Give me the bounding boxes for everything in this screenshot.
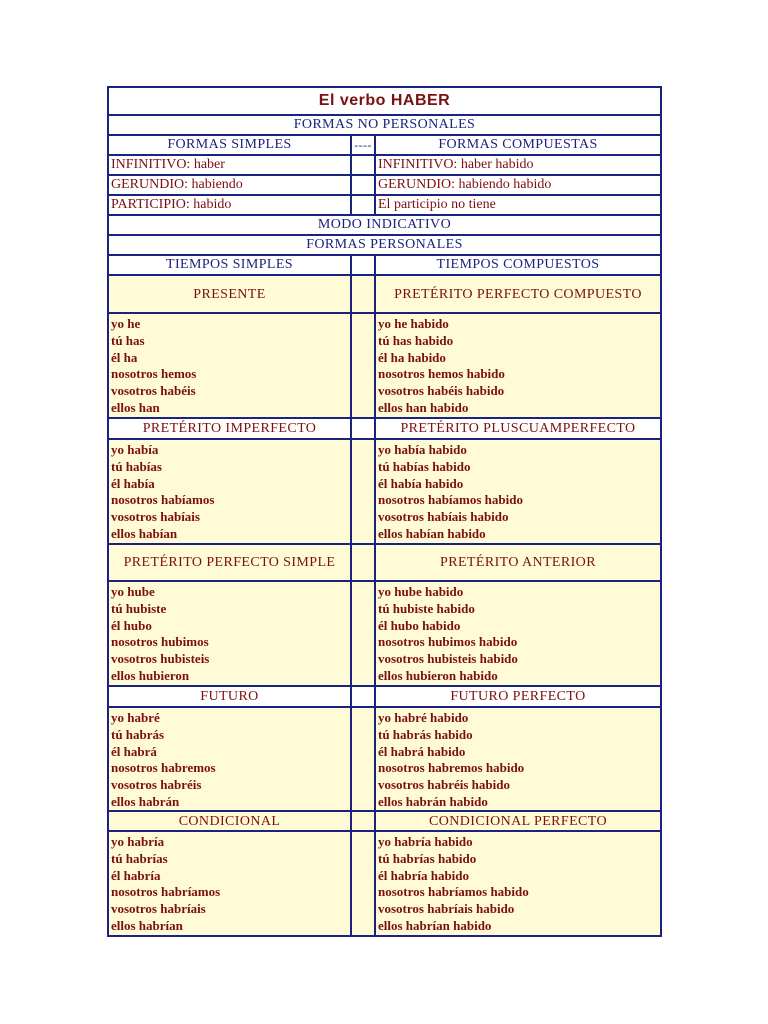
conjugation-form: yo he: [111, 316, 141, 331]
conjugation-form: yo habré: [111, 710, 160, 725]
personales-row: [109, 236, 660, 256]
gerundio-compound: GERUNDIO: habiendo habido: [378, 177, 552, 192]
conjugation-form: vosotros habréis habido: [378, 777, 510, 793]
conjugation-row: [109, 314, 660, 419]
simple-forms-list: [109, 708, 352, 810]
conjugation-row: [109, 440, 660, 545]
tense-header-row: [109, 687, 660, 708]
conjugation-form: ellos han: [111, 399, 160, 415]
conjugation-form: vosotros habríais habido: [378, 901, 515, 917]
tense-name-compound: CONDICIONAL PERFECTO: [429, 813, 607, 829]
tense-header-row: [109, 419, 660, 440]
conjugation-form: ellos habrán habido: [378, 793, 488, 809]
spacer-cell: [352, 196, 376, 214]
tense-name-simple: PRETÉRITO IMPERFECTO: [109, 419, 352, 438]
tense-name-simple: CONDICIONAL: [109, 812, 352, 830]
separator: ----: [352, 136, 376, 154]
participio-compound: El participio no tiene: [378, 197, 496, 212]
spacer-cell: [352, 176, 376, 194]
tense-header-row: [109, 545, 660, 582]
conjugation-form: ellos habrían habido: [378, 917, 492, 933]
conjugation-form: él habrá: [111, 743, 157, 759]
conjugation-form: yo hube habido: [378, 584, 464, 599]
conjugation-form: él ha habido: [378, 349, 446, 365]
spacer-cell: [352, 545, 376, 580]
conjugation-form: nosotros hubimos habido: [378, 634, 518, 650]
conjugation-form: ellos habrían: [111, 917, 183, 933]
simple-forms-header: FORMAS SIMPLES: [109, 136, 352, 154]
conjugation-form: vosotros hubisteis habido: [378, 651, 518, 667]
tense-name-simple: PRESENTE: [109, 276, 352, 312]
conjugation-form: él habrá habido: [378, 743, 466, 759]
conjugation-form: tú habrás: [111, 726, 165, 742]
conjugation-row: [109, 582, 660, 687]
conjugation-form: nosotros habremos: [111, 760, 216, 776]
conjugation-form: ellos hubieron habido: [378, 667, 498, 683]
spacer-cell: [352, 687, 376, 706]
tense-header-row: [109, 812, 660, 832]
infinitivo-compound: INFINITIVO: haber habido: [378, 157, 534, 172]
conjugation-form: él hubo habido: [378, 617, 461, 633]
conjugation-form: tú hubiste habido: [378, 600, 475, 616]
gerundio-simple: GERUNDIO: habiendo: [109, 176, 352, 194]
conjugation-form: ellos hubieron: [111, 667, 190, 683]
compound-forms-header: FORMAS COMPUESTAS: [438, 137, 598, 152]
title-row: [109, 88, 660, 116]
conjugation-form: nosotros hemos habido: [378, 366, 505, 382]
modo-indicativo-header: MODO INDICATIVO: [317, 217, 452, 232]
tense-header-row: [109, 276, 660, 314]
compound-forms-list: [376, 440, 660, 543]
conjugation-form: ellos han habido: [378, 399, 469, 415]
tense-name-compound: PRETÉRITO PERFECTO COMPUESTO: [394, 286, 642, 302]
no-personales-row: [109, 116, 660, 136]
conjugation-form: nosotros habíamos habido: [378, 492, 523, 508]
conjugation-row: [109, 708, 660, 812]
modo-row: [109, 216, 660, 236]
spacer-cell: [352, 419, 376, 438]
compound-forms-list: [376, 582, 660, 685]
spacer-cell: [352, 812, 376, 830]
conjugation-form: él habría habido: [378, 867, 470, 883]
no-personales-header: FORMAS NO PERSONALES: [293, 117, 476, 132]
tense-name-simple: PRETÉRITO PERFECTO SIMPLE: [109, 545, 352, 580]
conjugation-form: nosotros habríamos: [111, 884, 221, 900]
tense-name-compound: PRETÉRITO PLUSCUAMPERFECTO: [400, 421, 636, 436]
tiempos-row: [109, 256, 660, 276]
simple-forms-list: [109, 440, 352, 543]
conjugation-form: él había habido: [378, 475, 464, 491]
conjugation-form: nosotros hubimos: [111, 634, 209, 650]
conjugation-form: yo habría: [111, 834, 165, 849]
conjugation-form: nosotros habíamos: [111, 492, 215, 508]
conjugation-form: nosotros habríamos habido: [378, 884, 529, 900]
conjugation-form: yo he habido: [378, 316, 449, 331]
conjugation-form: tú habías: [111, 458, 162, 474]
conjugation-form: yo habré habido: [378, 710, 469, 725]
spacer-cell: [352, 708, 376, 810]
spacer-cell: [352, 156, 376, 174]
conjugation-form: tú has: [111, 332, 145, 348]
spacer-cell: [352, 256, 376, 274]
compound-forms-list: [376, 832, 660, 935]
conjugation-form: vosotros habríais: [111, 901, 206, 917]
tense-name-compound: PRETÉRITO ANTERIOR: [440, 555, 596, 570]
conjugation-form: nosotros habremos habido: [378, 760, 525, 776]
infinitivo-row: [109, 156, 660, 176]
conjugation-table: [107, 86, 662, 937]
conjugation-form: él ha: [111, 349, 138, 365]
conjugation-form: tú habías habido: [378, 458, 471, 474]
page-title: El verbo HABER: [318, 92, 451, 109]
simple-forms-list: [109, 832, 352, 935]
conjugation-form: tú hubiste: [111, 600, 167, 616]
formas-header-row: [109, 136, 660, 156]
conjugation-form: él habría: [111, 867, 161, 883]
conjugation-form: ellos habrán: [111, 793, 180, 809]
simple-forms-list: [109, 314, 352, 417]
spacer-cell: [352, 440, 376, 543]
conjugation-form: tú has habido: [378, 332, 454, 348]
tense-name-simple: FUTURO: [109, 687, 352, 706]
participio-row: [109, 196, 660, 216]
tiempos-simples-header: TIEMPOS SIMPLES: [109, 256, 352, 274]
compound-forms-list: [376, 314, 660, 417]
conjugation-form: vosotros habéis habido: [378, 383, 505, 399]
conjugation-form: vosotros hubisteis: [111, 651, 210, 667]
tense-name-compound: FUTURO PERFECTO: [450, 689, 586, 704]
simple-forms-list: [109, 582, 352, 685]
conjugation-form: él había: [111, 475, 155, 491]
conjugation-form: vosotros habíais: [111, 509, 200, 525]
conjugation-form: vosotros habíais habido: [378, 509, 509, 525]
compound-forms-list: [376, 708, 660, 810]
conjugation-form: vosotros habréis: [111, 777, 202, 793]
conjugation-form: yo había habido: [378, 442, 467, 457]
conjugation-form: ellos habían: [111, 525, 178, 541]
conjugation-form: yo había: [111, 442, 159, 457]
conjugation-form: tú habrías: [111, 850, 168, 866]
conjugation-form: nosotros hemos: [111, 366, 197, 382]
conjugation-form: yo hube: [111, 584, 155, 599]
formas-personales-header: FORMAS PERSONALES: [306, 237, 463, 252]
participio-simple: PARTICIPIO: habido: [109, 196, 352, 214]
spacer-cell: [352, 314, 376, 417]
infinitivo-simple: INFINITIVO: haber: [109, 156, 352, 174]
conjugation-form: ellos habían habido: [378, 525, 486, 541]
conjugation-row: [109, 832, 660, 935]
conjugation-form: tú habrás habido: [378, 726, 473, 742]
gerundio-row: [109, 176, 660, 196]
spacer-cell: [352, 276, 376, 312]
conjugation-form: vosotros habéis: [111, 383, 196, 399]
spacer-cell: [352, 832, 376, 935]
conjugation-form: tú habrías habido: [378, 850, 477, 866]
conjugation-form: yo habría habido: [378, 834, 473, 849]
spacer-cell: [352, 582, 376, 685]
tiempos-compuestos-header: TIEMPOS COMPUESTOS: [436, 257, 600, 272]
conjugation-form: él hubo: [111, 617, 152, 633]
